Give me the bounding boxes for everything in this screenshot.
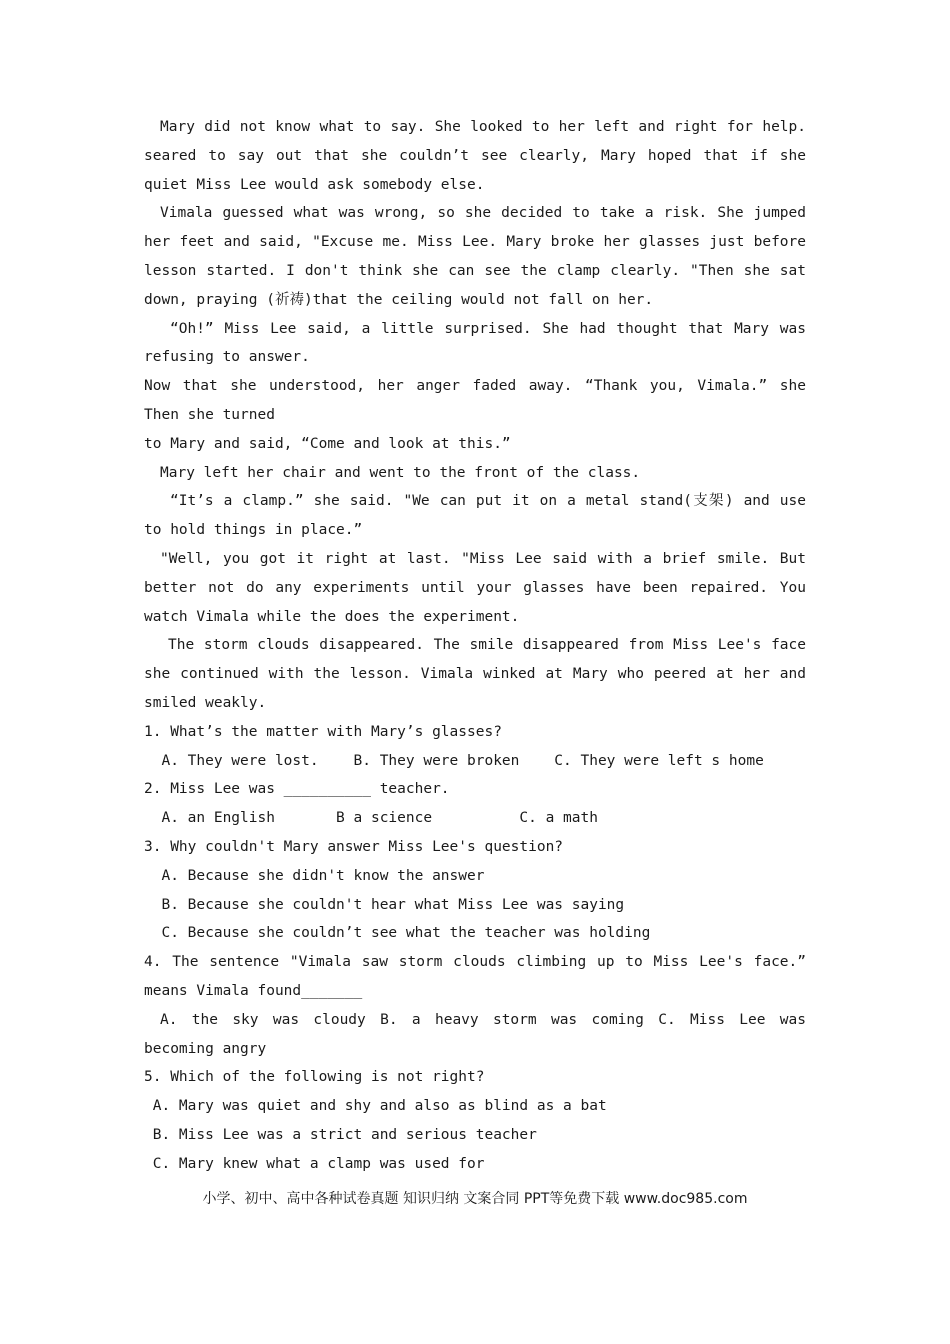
passage-line: "Well, you got it right at last. "Miss Lee said with a brief smile. But [160, 550, 806, 567]
passage-line: Mary did not know what to say. She looked to her left and right for help. [160, 119, 806, 135]
question-line: A. They were lost. B. They were broken C. They were left s home [144, 752, 764, 769]
passage-line: Vimala guessed what was wrong, so she decided to take a risk. She jumped [160, 205, 806, 222]
question-section [144, 718, 806, 1179]
question-line: 1. What’s the matter with Mary’s glasses? [144, 723, 502, 740]
question-line: A. Mary was quiet and shy and also as blind as a bat [144, 1098, 607, 1115]
passage-line: her feet and said, "Excuse me. Miss Lee. Mary broke her glasses just before [144, 234, 806, 251]
reading-passage [144, 113, 806, 718]
footer-banner: 小学、初中、高中各种试卷真题 知识归纳 文案合同 PPT等免费下载 www.doc985.com [202, 1191, 748, 1207]
passage-line: seared to say out that she couldn’t see clearly, Mary hoped that if she [144, 147, 806, 164]
question-line: C. Because she couldn’t see what the teacher was holding [144, 925, 651, 942]
question-line: 2. Miss Lee was __________ teacher. [144, 781, 450, 798]
question-line: 4. The sentence "Vimala saw storm clouds climbing up to Miss Lee's face.” [144, 954, 806, 971]
passage-line: “Oh!” Miss Lee said, a little surprised. She had thought that Mary was [170, 320, 806, 337]
passage-line: she continued with the lesson. Vimala winked at Mary who peered at her and [144, 666, 806, 683]
document-body [144, 113, 806, 1178]
passage-line: to Mary and said, “Come and look at this.” [144, 435, 511, 452]
passage-line: watch Vimala while the does the experiment. [144, 608, 520, 625]
passage-line: quiet Miss Lee would ask somebody else. [144, 176, 485, 193]
question-line: 5. Which of the following is not right? [144, 1069, 485, 1086]
question-line: becoming angry [144, 1040, 267, 1057]
question-line: means Vimala found_______ [144, 982, 363, 999]
passage-line: Then she turned [144, 406, 275, 423]
passage-line: better not do any experiments until your glasses have been repaired. You [144, 579, 806, 596]
question-line: B. Miss Lee was a strict and serious teacher [144, 1126, 537, 1143]
question-line: C. Mary knew what a clamp was used for [144, 1155, 485, 1172]
question-line: B. Because she couldn't hear what Miss Lee was saying [144, 896, 625, 913]
passage-line: down, praying (祈祷)that the ceiling would not fall on her. [144, 291, 654, 308]
passage-line: smiled weakly. [144, 694, 267, 711]
question-line: A. Because she didn't know the answer [144, 867, 485, 884]
passage-line: refusing to answer. [144, 349, 310, 366]
passage-line: lesson started. I don't think she can see the clamp clearly. "Then she sat [144, 262, 806, 279]
question-line: 3. Why couldn't Mary answer Miss Lee's question? [144, 838, 564, 855]
passage-line: to hold things in place.” [144, 522, 363, 539]
passage-line: Mary left her chair and went to the front of the class. [160, 464, 641, 481]
passage-line: The storm clouds disappeared. The smile disappeared from Miss Lee's face [168, 637, 806, 654]
passage-line: “It’s a clamp.” she said. "We can put it on a metal stand(支架) and use [170, 493, 806, 510]
question-line: A. the sky was cloudy B. a heavy storm was coming C. Miss Lee was [160, 1011, 806, 1028]
passage-line: Now that she understood, her anger faded away. “Thank you, Vimala.” she [144, 378, 806, 395]
question-line: A. an English B a science C. a math [144, 810, 598, 827]
